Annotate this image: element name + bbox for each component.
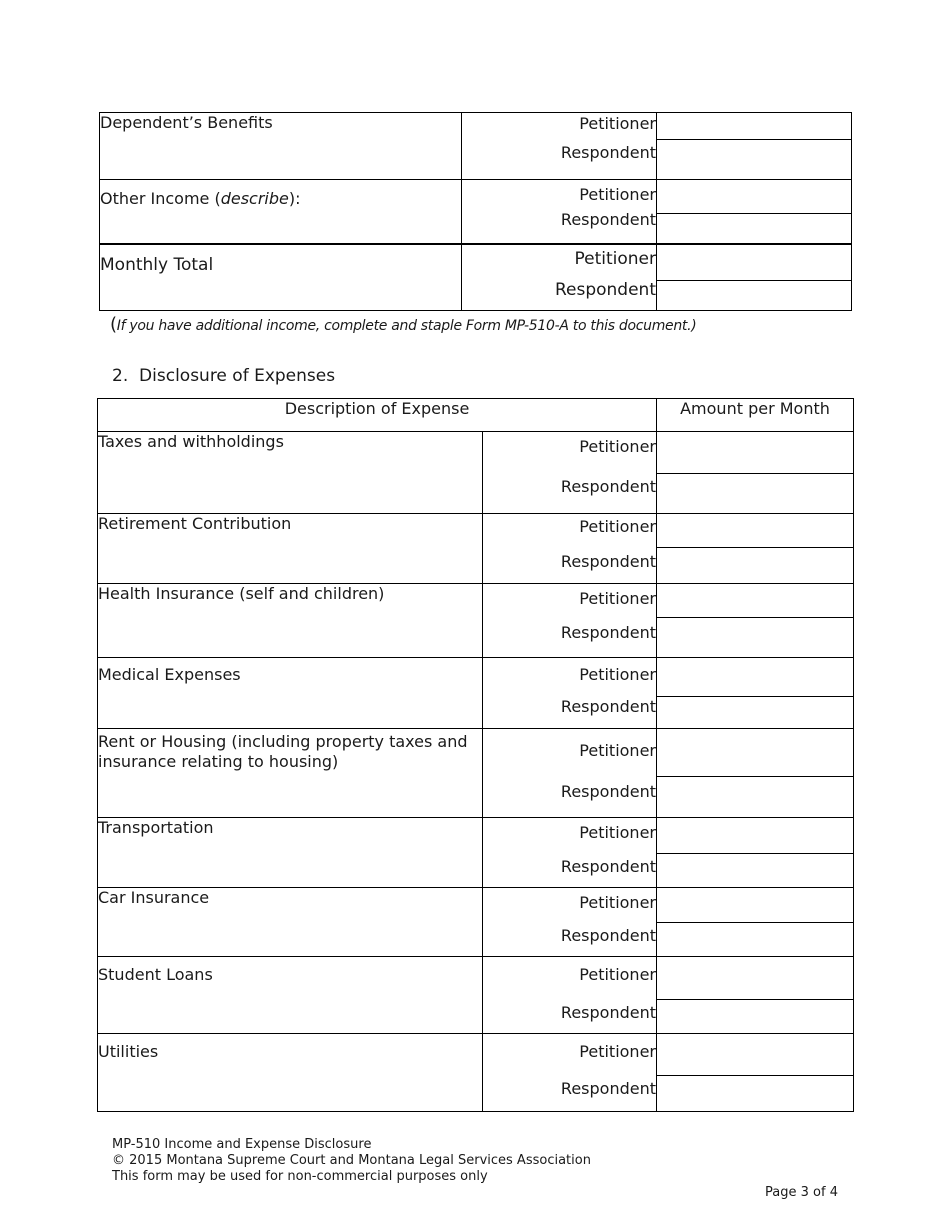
- petitioner-amount-field[interactable]: [657, 888, 853, 923]
- row-label: Student Loans: [98, 957, 483, 1034]
- respondent-label: Respondent: [560, 143, 656, 162]
- petitioner-label: Petitioner: [579, 437, 656, 456]
- petitioner-amount-field[interactable]: [657, 180, 851, 214]
- table-header-row: [98, 399, 854, 432]
- row-label: Health Insurance (self and children): [98, 584, 483, 658]
- petitioner-amount-field[interactable]: [657, 957, 853, 1000]
- table-row: [100, 113, 852, 180]
- row-label: Monthly Total: [100, 244, 462, 311]
- amount-cell: [657, 818, 854, 888]
- amount-cell: [657, 1034, 854, 1112]
- page-number: Page 3 of 4: [765, 1185, 838, 1200]
- table-row: [98, 658, 854, 729]
- role-labels: [483, 432, 657, 514]
- petitioner-amount-field[interactable]: [657, 113, 851, 140]
- table-row: [98, 729, 854, 818]
- petitioner-label: Petitioner: [579, 665, 656, 684]
- table-row: [98, 818, 854, 888]
- petitioner-label: Petitioner: [579, 893, 656, 912]
- table-row: [98, 957, 854, 1034]
- petitioner-label: Petitioner: [579, 741, 656, 760]
- table-row: [98, 514, 854, 584]
- table-row: [98, 432, 854, 514]
- row-label: Retirement Contribution: [98, 514, 483, 584]
- role-labels: [483, 514, 657, 584]
- footer-form-name: MP-510 Income and Expense Disclosure: [112, 1137, 372, 1152]
- respondent-label: Respondent: [560, 926, 656, 945]
- amount-cell: [657, 729, 854, 818]
- role-labels: [483, 957, 657, 1034]
- row-label: Utilities: [98, 1034, 483, 1112]
- respondent-label: Respondent: [560, 1003, 656, 1022]
- row-label: Other Income (describe):: [100, 180, 462, 244]
- petitioner-label: Petitioner: [579, 823, 656, 842]
- respondent-label: Respondent: [560, 623, 656, 642]
- role-labels: [462, 113, 657, 180]
- form-footer: [112, 1137, 591, 1185]
- petitioner-label: Petitioner: [579, 114, 656, 133]
- petitioner-amount-field[interactable]: [657, 1034, 853, 1076]
- respondent-label: Respondent: [554, 279, 656, 300]
- amount-cell: [657, 584, 854, 658]
- role-labels: [483, 729, 657, 818]
- role-labels: [483, 818, 657, 888]
- row-label: Rent or Housing (including property taxes and insurance relating to housing): [98, 729, 483, 818]
- respondent-label: Respondent: [560, 477, 656, 496]
- petitioner-amount-field[interactable]: [657, 818, 853, 854]
- header-description: Description of Expense: [98, 399, 657, 432]
- table-row: [100, 244, 852, 311]
- amount-cell: [657, 888, 854, 957]
- amount-cell: [657, 957, 854, 1034]
- section-heading: 2. Disclosure of Expenses: [112, 366, 336, 386]
- header-amount: Amount per Month: [657, 399, 854, 432]
- respondent-label: Respondent: [560, 857, 656, 876]
- respondent-label: Respondent: [560, 697, 656, 716]
- row-label: Taxes and withholdings: [98, 432, 483, 514]
- amount-cell: [657, 514, 854, 584]
- row-label: Dependent’s Benefits: [100, 113, 462, 180]
- amount-cell: [657, 658, 854, 729]
- amount-cell: [657, 244, 852, 311]
- petitioner-amount-field[interactable]: [657, 432, 853, 474]
- role-labels: [483, 658, 657, 729]
- role-labels: [483, 1034, 657, 1112]
- row-label: Car Insurance: [98, 888, 483, 957]
- petitioner-label: Petitioner: [579, 589, 656, 608]
- role-labels: [462, 244, 657, 311]
- footer-usage-note: This form may be used for non-commercial purposes only: [112, 1169, 488, 1184]
- row-label: Medical Expenses: [98, 658, 483, 729]
- petitioner-label: Petitioner: [579, 517, 656, 536]
- respondent-label: Respondent: [560, 1079, 656, 1098]
- petitioner-label: Petitioner: [574, 248, 656, 269]
- role-labels: [483, 888, 657, 957]
- respondent-label: Respondent: [560, 782, 656, 801]
- expense-table: [97, 398, 854, 1112]
- petitioner-amount-field[interactable]: [657, 658, 853, 697]
- table-row: [98, 888, 854, 957]
- petitioner-amount-field[interactable]: [657, 514, 853, 548]
- petitioner-label: Petitioner: [579, 965, 656, 984]
- amount-cell: [657, 113, 852, 180]
- row-label: Transportation: [98, 818, 483, 888]
- table-row: [100, 180, 852, 244]
- role-labels: [462, 180, 657, 244]
- respondent-label: Respondent: [560, 552, 656, 571]
- respondent-label: Respondent: [560, 210, 656, 229]
- petitioner-amount-field[interactable]: [657, 729, 853, 777]
- income-table: [99, 112, 852, 311]
- petitioner-amount-field[interactable]: [657, 584, 853, 618]
- petitioner-label: Petitioner: [579, 185, 656, 204]
- amount-cell: [657, 432, 854, 514]
- petitioner-amount-field[interactable]: [657, 245, 851, 281]
- role-labels: [483, 584, 657, 658]
- additional-income-note: (If you have additional income, complete and staple Form MP-510-A to this document.): [110, 314, 697, 335]
- footer-copyright: © 2015 Montana Supreme Court and Montana Legal Services Association: [112, 1153, 591, 1168]
- amount-cell: [657, 180, 852, 244]
- petitioner-label: Petitioner: [579, 1042, 656, 1061]
- table-row: [98, 1034, 854, 1112]
- table-row: [98, 584, 854, 658]
